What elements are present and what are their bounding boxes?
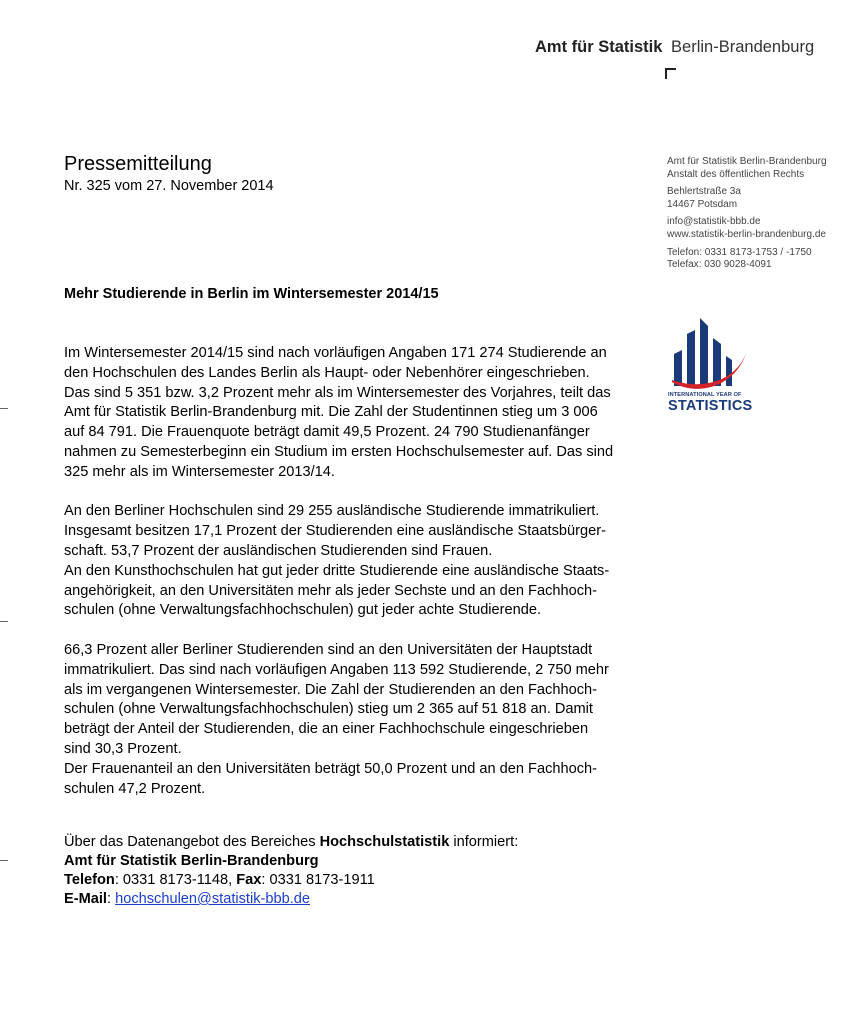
- text-line: Das sind 5 351 bzw. 3,2 Prozent mehr als im Wintersemester des Vorjahres, teilt das: [64, 384, 611, 401]
- contact-block: [64, 833, 518, 909]
- paragraph: [64, 344, 644, 483]
- text-line: schulen 47,2 Prozent.: [64, 780, 206, 797]
- contact-email: [64, 890, 518, 909]
- margin-tick: [0, 860, 8, 861]
- text-line: Im Wintersemester 2014/15 sind nach vorläufigen Angaben 171 274 Studierende an: [64, 345, 607, 361]
- text-line: auf 84 791. Die Frauenquote beträgt damit 49,5 Prozent. 24 790 Studienanfänger: [64, 424, 590, 441]
- contact-org-name: Amt für Statistik Berlin-Brandenburg: [64, 853, 319, 869]
- address-fax: Telefax: 030 9028-4091: [667, 259, 772, 271]
- text-line: angehörigkeit, an den Universitäten mehr als jeder Sechste und an den Fachhoch-: [64, 582, 597, 599]
- logo-small-text: INTERNATIONAL YEAR OF: [668, 392, 742, 398]
- text-line: beträgt der Anteil der Studierenden, die an einer Fachhochschule eingeschrieben: [64, 721, 589, 738]
- text-line: Amt für Statistik Berlin-Brandenburg mit. Die Zahl der Studentinnen stieg um 3 006: [64, 404, 598, 421]
- address-email: info@statistik-bbb.de: [667, 216, 761, 228]
- address-line: Amt für Statistik Berlin-Brandenburg: [667, 156, 827, 167]
- contact-phone-fax: [64, 871, 518, 890]
- page-title: Pressemitteilung: [64, 153, 212, 175]
- margin-tick: [0, 408, 8, 409]
- contact-intro: [64, 833, 518, 852]
- phone-value: : 0331 8173-1148,: [114, 872, 237, 888]
- press-release-number: Nr. 325 vom 27. November 2014: [64, 178, 274, 194]
- text-line: schulen (ohne Verwaltungsfachhochschulen) gut jeder achte Studierende.: [64, 602, 542, 619]
- text-line: sind 30,3 Prozent.: [64, 740, 182, 757]
- text-line: nahmen zu Semesterbeginn ein Studium im ersten Hochschulsemester auf. Das sind: [64, 443, 614, 460]
- text-line: schaft. 53,7 Prozent der ausländischen Studierenden sind Frauen.: [64, 542, 493, 559]
- text-line: An den Kunsthochschulen hat gut jeder dritte Studierende eine ausländische Staats-: [64, 562, 610, 579]
- margin-tick: [0, 621, 8, 622]
- text-line: 325 mehr als im Wintersemester 2013/14.: [64, 463, 335, 480]
- phone-label: Telefon: [64, 872, 115, 888]
- corner-mark: [665, 68, 676, 79]
- contact-intro-pre: Über das Datenangebot des Bereiches: [64, 834, 320, 850]
- statistics-logo-icon: [668, 316, 758, 392]
- address-phone: Telefon: 0331 8173-1753 / -1750: [667, 246, 812, 258]
- brand-name-region: Berlin-Brandenburg: [671, 38, 815, 56]
- email-label: E-Mail: [64, 891, 107, 907]
- text-line: Der Frauenanteil an den Universitäten beträgt 50,0 Prozent und an den Fachhoch-: [64, 760, 598, 777]
- fax-label: Fax: [236, 872, 262, 888]
- brand-name-bold: Amt für Statistik: [535, 38, 663, 56]
- text-line: 66,3 Prozent aller Berliner Studierenden sind an den Universitäten der Hauptstadt: [64, 641, 593, 658]
- paragraph: [64, 502, 644, 621]
- logo-big-text: STATISTICS: [668, 398, 753, 414]
- address-line: Anstalt des öffentlichen Rechts: [667, 168, 805, 180]
- address-city: 14467 Potsdam: [667, 198, 738, 210]
- text-line: den Hochschulen des Landes Berlin als Haupt- oder Nebenhörer eingeschrieben.: [64, 364, 590, 381]
- email-link[interactable]: hochschulen@statistik-bbb.de: [115, 891, 311, 907]
- sender-address: [667, 156, 842, 277]
- statistics-year-logo: [668, 316, 758, 416]
- address-street: Behlertstraße 3a: [667, 186, 741, 198]
- text-line: als im vergangenen Wintersemester. Die Zahl der Studierenden an den Fachhoch-: [64, 681, 597, 698]
- paragraph: [64, 641, 644, 799]
- contact-org: [64, 852, 518, 871]
- contact-intro-post: informiert:: [449, 834, 519, 850]
- text-line: schulen (ohne Verwaltungsfachhochschulen) stieg um 2 365 auf 51 818 an. Damit: [64, 701, 593, 718]
- fax-value: : 0331 8173-1911: [261, 872, 375, 888]
- contact-intro-topic: Hochschulstatistik: [319, 834, 450, 850]
- address-web: www.statistik-berlin-brandenburg.de: [667, 228, 826, 240]
- text-line: Insgesamt besitzen 17,1 Prozent der Studierenden eine ausländische Staatsbürger-: [64, 523, 606, 540]
- text-line: An den Berliner Hochschulen sind 29 255 ausländische Studierende immatrikuliert.: [64, 503, 600, 520]
- text-line: immatrikuliert. Das sind nach vorläufigen Angaben 113 592 Studierende, 2 750 mehr: [64, 661, 609, 678]
- email-separator: :: [106, 891, 116, 907]
- body-text: [64, 344, 644, 819]
- headline: Mehr Studierende in Berlin im Wintersemester 2014/15: [64, 286, 439, 302]
- header-brand: [535, 38, 814, 57]
